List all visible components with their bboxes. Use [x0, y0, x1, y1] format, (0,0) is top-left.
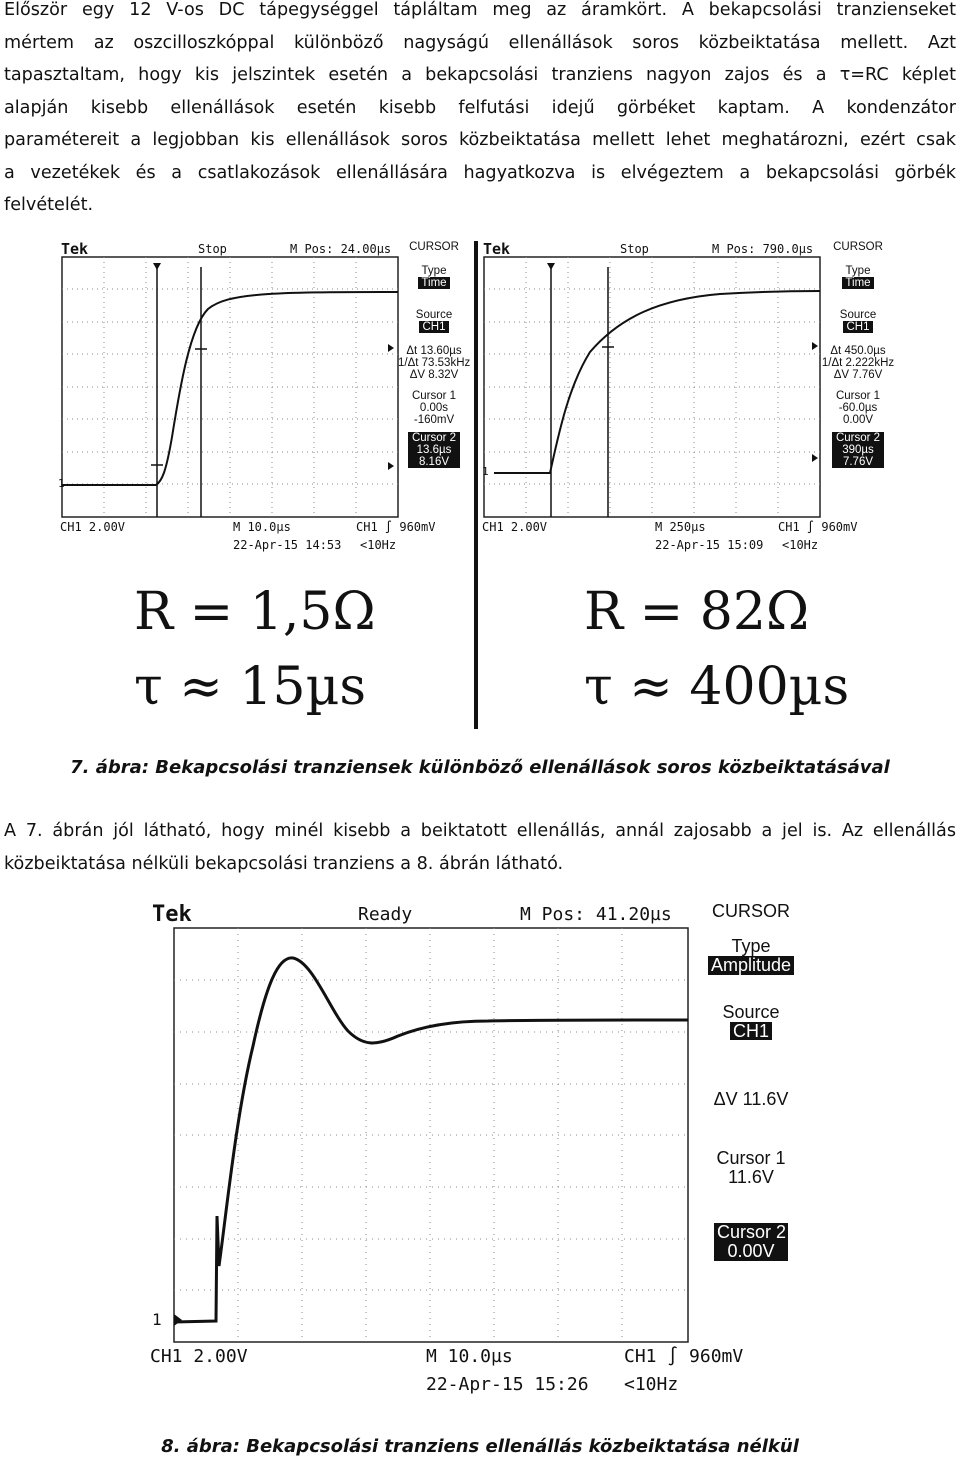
paragraph-line: tapasztaltam, hogy kis jelszintek esetén a bekapcsolási tranziens nagyon zajos és a τ=RC képlet: [4, 65, 956, 85]
scope-marker: 1: [482, 465, 489, 478]
cursor-menu-title: CURSOR: [711, 901, 790, 921]
cursor2-voltage: 7.76V: [842, 455, 874, 468]
cursor-menu-title: CURSOR: [833, 241, 883, 253]
type-value: Time: [418, 277, 449, 289]
scope-ch1-scale: CH1 2.00V: [482, 520, 548, 534]
paragraph-line: a vezetékek és a csatlakozások ellenállására hagyatkozva is elvégeztem a bekapcsolási görbék: [4, 162, 956, 183]
type-value: Amplitude: [708, 956, 794, 975]
scope-timebase: M 10.0µs: [426, 1346, 513, 1367]
scope-mpos: M Pos: 41.20µs: [520, 904, 672, 925]
scope-cursor-panel: [820, 241, 896, 468]
figure-7-discussion-paragraph: [4, 815, 956, 880]
scope-status: Ready: [358, 904, 413, 925]
scope-mpos: M Pos: 790.0µs: [712, 242, 814, 256]
intro-paragraph: [4, 0, 956, 222]
delta-v-readout: ΔV 11.6V: [713, 1089, 789, 1110]
scope-ch1-scale: CH1 2.00V: [60, 520, 126, 534]
figure-8-oscilloscope-screen: [148, 896, 812, 1408]
scope-status: Stop: [198, 242, 227, 256]
left-resistance-formula: R = 1,5Ω: [134, 582, 376, 642]
scope-trigger: CH1 ∫ 960mV: [624, 1346, 744, 1367]
source-label: Source: [722, 1001, 780, 1022]
left-oscilloscope-screen: [58, 237, 473, 562]
cursor2-label: Cursor 2: [717, 1222, 787, 1243]
cursor1-label: Cursor 1: [411, 389, 457, 402]
source-label: Source: [839, 309, 877, 322]
delta-v-readout: ΔV 7.76V: [833, 369, 883, 382]
cursor1-voltage: 11.6V: [728, 1167, 774, 1188]
right-oscilloscope-screen: [480, 237, 900, 562]
figure-divider: [474, 241, 478, 729]
source-value: CH1: [843, 321, 872, 333]
figure-7-image: [58, 237, 900, 729]
cursor-menu-title: CURSOR: [409, 241, 459, 253]
scope-marker: 1: [58, 477, 65, 490]
cursor1-time: -60.0µs: [838, 401, 878, 414]
type-value: Time: [842, 277, 873, 289]
scope-date: 22-Apr-15 15:09: [655, 538, 764, 552]
delta-t-readout: Δt 13.60µs: [406, 345, 462, 358]
paragraph-line: alapján kisebb ellenállások esetén kisebb felfutási idejű görbéket kaptam. A kondenzátor: [4, 97, 956, 118]
right-resistance-formula: R = 82Ω: [584, 582, 810, 642]
cursor1-label: Cursor 1: [716, 1148, 786, 1169]
scope-cursor-panel: [398, 241, 470, 468]
delta-v-readout: ΔV 8.32V: [409, 369, 459, 382]
paragraph-line: közbeiktatása nélküli bekapcsolási tranziens a 8. ábrán látható.: [4, 853, 564, 874]
cursor2-voltage: 0.00V: [727, 1241, 775, 1262]
scope-marker: 1: [152, 1310, 162, 1329]
scope-freq: <10Hz: [782, 538, 819, 552]
scope-brand: Tek: [483, 240, 511, 258]
scope-trigger: CH1 ∫ 960mV: [778, 520, 858, 534]
paragraph-line: Először egy 12 V-os DC tápegységgel tápláltam meg az áramkört. A bekapcsolási tranzienseket: [4, 0, 956, 20]
inverse-delta-t-readout: 1/Δt 2.222kHz: [821, 357, 895, 370]
left-tau-formula: τ ≈ 15µs: [134, 657, 367, 717]
scope-timebase: M 250µs: [655, 520, 706, 534]
source-label: Source: [415, 309, 453, 322]
figure-8-caption: 8. ábra: Bekapcsolási tranziens ellenállás közbeiktatása nélkül: [161, 1436, 799, 1457]
figure-7-caption: 7. ábra: Bekapcsolási tranziensek különböző ellenállások soros közbeiktatásával: [70, 757, 890, 778]
inverse-delta-t-readout: 1/Δt 73.53kHz: [398, 357, 471, 370]
scope-freq: <10Hz: [360, 538, 397, 552]
cursor2-label: Cursor 2: [411, 431, 457, 444]
paragraph-line: felvételét.: [4, 195, 94, 215]
delta-t-readout: Δt 450.0µs: [830, 345, 886, 358]
right-tau-formula: τ ≈ 400µs: [584, 657, 850, 717]
source-value: CH1: [730, 1022, 772, 1041]
type-label: Type: [731, 935, 771, 956]
scope-brand: Tek: [61, 240, 89, 258]
source-value: CH1: [419, 321, 448, 333]
scope-timebase: M 10.0µs: [233, 520, 291, 534]
scope-status: Stop: [620, 242, 649, 256]
scope-date: 22-Apr-15 15:26: [426, 1374, 589, 1395]
scope-date: 22-Apr-15 14:53: [233, 538, 342, 552]
paragraph-line: paramétereit a legjobban kis ellenállások soros közbeiktatása mellett lehet meghatározni, ezért csak: [4, 130, 956, 150]
cursor1-voltage: 0.00V: [842, 413, 874, 426]
type-label: Type: [845, 265, 871, 278]
cursor2-time: 390µs: [842, 443, 874, 456]
paragraph-line: A 7. ábrán jól látható, hogy minél kisebb a beiktatott ellenállás, annál zajosabb a jel is. Az ellenállás: [4, 821, 956, 841]
scope-mpos: M Pos: 24.00µs: [290, 242, 392, 256]
scope-cursor-panel: [694, 902, 808, 1261]
cursor2-voltage: 8.16V: [418, 455, 450, 468]
cursor1-voltage: -160mV: [413, 413, 455, 426]
scope-freq: <10Hz: [624, 1374, 679, 1395]
scope-trigger: CH1 ∫ 960mV: [356, 520, 436, 534]
cursor2-label: Cursor 2: [835, 431, 881, 444]
scope-brand: Tek: [152, 902, 192, 927]
paragraph-line: mértem az oszcilloszkóppal különböző nagyságú ellenállások soros közbeiktatása mellett. Azt: [4, 32, 956, 53]
type-label: Type: [421, 265, 447, 278]
scope-ch1-scale: CH1 2.00V: [150, 1346, 248, 1367]
cursor2-time: 13.6µs: [416, 443, 452, 456]
cursor1-label: Cursor 1: [835, 389, 881, 402]
cursor1-time: 0.00s: [419, 401, 449, 414]
